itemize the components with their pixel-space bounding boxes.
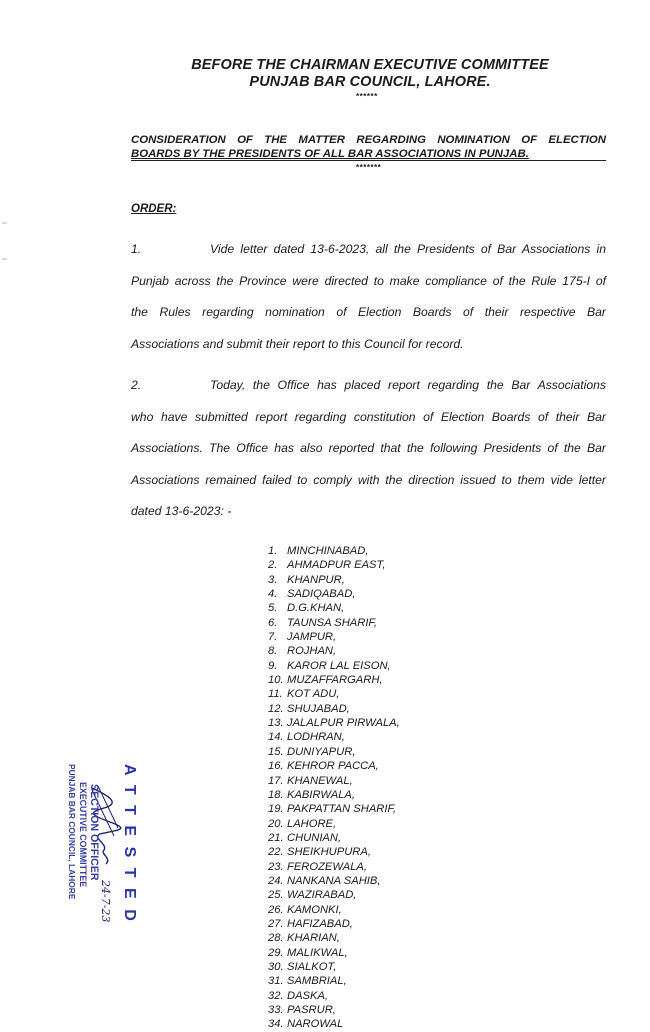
list-item <box>268 745 400 759</box>
list-item-name: SAMBRIAL, <box>287 975 347 988</box>
list-item <box>268 974 400 988</box>
list-item-name: DASKA, <box>287 989 329 1002</box>
list-item-number: 17. <box>268 774 284 787</box>
list-item-name: SHUJABAD, <box>287 702 350 715</box>
list-item-number: 7. <box>268 631 278 644</box>
paragraph-line: Vide letter dated 13-6-2023, all the Presidents of Bar Associations in <box>210 242 606 256</box>
list-item-name: NANKANA SAHIB, <box>287 874 381 887</box>
paragraph-line: the Rules regarding nomination of Election Boards of their respective Bar <box>131 305 606 319</box>
list-item-name: PASRUR, <box>287 1004 336 1016</box>
header-title: BEFORE THE CHAIRMAN EXECUTIVE COMMITTEE <box>191 57 549 73</box>
list-item <box>268 860 400 874</box>
paragraph-number: 2. <box>131 378 142 392</box>
list-item-number: 25. <box>268 889 284 902</box>
list-item-number: 4. <box>268 588 278 601</box>
paragraph-2 <box>131 370 606 528</box>
list-item <box>268 716 400 730</box>
list-item-name: KAROR LAL EISON, <box>287 659 391 672</box>
list-item-number: 33. <box>268 1004 284 1016</box>
list-item <box>268 1003 400 1017</box>
list-item-number: 3. <box>268 573 278 586</box>
signature-date: 24-7-23 <box>99 880 112 923</box>
list-item <box>268 845 400 859</box>
list-item-name: TAUNSA SHARIF, <box>287 616 377 629</box>
scan-edge-mark <box>2 222 7 224</box>
paragraph-line: dated 13-6-2023: - <box>131 504 232 518</box>
list-item-number: 28. <box>268 932 284 945</box>
list-item-number: 13. <box>268 717 284 730</box>
list-item-number: 15. <box>268 745 284 758</box>
list-item-name: SIALKOT, <box>287 960 337 973</box>
list-item-number: 26. <box>268 903 284 916</box>
header-subtitle: PUNJAB BAR COUNCIL, LAHORE. <box>249 74 491 90</box>
attested-stamp <box>52 764 138 944</box>
subject-line-2: BOARDS BY THE PRESIDENTS OF ALL BAR ASSOCIATIONS IN PUNJAB. <box>131 148 529 160</box>
paragraph-line: who have submitted report regarding constitution of Election Boards of their Bar <box>131 409 606 424</box>
scan-edge-mark <box>2 258 7 260</box>
list-item-name: ROJHAN, <box>287 645 337 658</box>
list-item-number: 11. <box>268 688 283 701</box>
list-item <box>268 903 400 917</box>
list-item-number: 18. <box>268 788 284 801</box>
list-item-number: 22. <box>268 846 284 859</box>
list-item-number: 12. <box>268 702 284 715</box>
list-item-name: WAZIRABAD, <box>287 889 357 902</box>
list-item <box>268 616 400 630</box>
list-item-number: 30. <box>268 960 284 973</box>
list-item <box>268 702 400 716</box>
list-item <box>268 587 400 601</box>
list-item-name: MALIKWAL, <box>287 946 348 959</box>
list-item <box>268 687 400 701</box>
list-item-name: FEROZEWALA, <box>287 860 367 873</box>
list-item <box>268 802 400 816</box>
list-item <box>268 888 400 902</box>
list-item-number: 34. <box>268 1018 284 1031</box>
list-item-name: CHUNIAN, <box>287 831 342 844</box>
list-item-name: DUNIYAPUR, <box>287 745 356 758</box>
list-item <box>268 1017 400 1031</box>
stamp-designation: SECTION OFFICER <box>88 784 100 881</box>
list-item-number: 24. <box>268 874 284 887</box>
list-item-name: KOT ADU, <box>287 688 340 701</box>
list-item-name: HAFIZABAD, <box>287 917 353 930</box>
list-item-name: KAMONKI, <box>287 903 342 916</box>
paragraph-line: Punjab across the Province were directed to make compliance of the Rule 175-I of <box>131 273 606 288</box>
list-item-number: 10. <box>268 674 284 687</box>
paragraph-1 <box>131 234 606 360</box>
list-item <box>268 601 400 615</box>
stamp-office: PUNJAB BAR COUNCIL, LAHORE <box>67 764 77 900</box>
list-item <box>268 946 400 960</box>
list-item <box>268 573 400 587</box>
paragraph-line: Associations. The Office has also reported that the following Presidents of the Bar <box>131 441 606 455</box>
list-item-number: 29. <box>268 946 284 959</box>
list-item <box>268 759 400 773</box>
order-heading: ORDER: <box>131 203 177 215</box>
list-item-number: 1. <box>268 545 278 557</box>
list-item <box>268 659 400 673</box>
paragraph-line: Associations remained failed to comply with the direction issued to them vide letter <box>131 472 606 487</box>
list-item-name: NAROWAL <box>287 1018 344 1031</box>
list-item-name: LODHRAN, <box>287 731 345 744</box>
list-item <box>268 960 400 974</box>
paragraph-line: Today, the Office has placed report regarding the Bar Associations <box>210 378 606 392</box>
list-item-name: MUZAFFARGARH, <box>287 674 383 687</box>
list-item-number: 20. <box>268 817 284 830</box>
list-item-name: KHANPUR, <box>287 573 345 586</box>
list-item <box>268 817 400 831</box>
subject-underline <box>131 160 606 161</box>
subject-line-1: CONSIDERATION OF THE MATTER REGARDING NOMINATION OF ELECTION <box>131 134 606 146</box>
list-item-name: JALALPUR PIRWALA, <box>287 717 400 730</box>
list-item-name: D.G.KHAN, <box>287 602 345 615</box>
paragraph-number: 1. <box>131 242 142 256</box>
list-item-name: SHEIKHUPURA, <box>287 846 371 859</box>
paragraph-line: Associations and submit their report to this Council for record. <box>131 336 464 351</box>
stamp-committee: EXECUTIVE COMMITTEE <box>78 782 88 888</box>
list-item <box>268 931 400 945</box>
list-item-number: 19. <box>268 803 284 816</box>
stamp-title: ATTESTED <box>121 764 138 932</box>
list-item-name: LAHORE, <box>287 817 337 830</box>
list-item-number: 14. <box>268 731 284 744</box>
list-item-name: AHMADPUR EAST, <box>287 559 386 572</box>
list-item <box>268 788 400 802</box>
list-item <box>268 874 400 888</box>
list-item-name: MINCHINABAD, <box>287 545 369 557</box>
list-item <box>268 673 400 687</box>
list-item-number: 31. <box>268 975 284 988</box>
list-item <box>268 544 400 558</box>
list-item-number: 32. <box>268 989 284 1002</box>
bar-associations-list <box>268 544 400 1032</box>
list-item <box>268 730 400 744</box>
list-item-number: 21. <box>268 831 284 844</box>
list-item-name: KABIRWALA, <box>287 788 355 801</box>
list-item-number: 27. <box>268 917 284 930</box>
list-item <box>268 644 400 658</box>
list-item-number: 2. <box>268 559 278 572</box>
list-item-number: 9. <box>268 659 278 672</box>
list-item-name: KHARIAN, <box>287 932 340 945</box>
list-item-name: PAKPATTAN SHARIF, <box>287 803 396 816</box>
list-item-number: 23. <box>268 860 284 873</box>
list-item-name: SADIQABAD, <box>287 588 356 601</box>
list-item <box>268 558 400 572</box>
subject-heading <box>131 133 606 161</box>
list-item <box>268 774 400 788</box>
header-separator: ****** <box>356 92 378 101</box>
list-item <box>268 989 400 1003</box>
list-item-number: 8. <box>268 645 278 658</box>
list-item-name: KEHROR PACCA, <box>287 760 379 773</box>
list-item-number: 16. <box>268 760 284 773</box>
list-item-number: 6. <box>268 616 278 629</box>
list-item <box>268 630 400 644</box>
list-item <box>268 917 400 931</box>
list-item-name: JAMPUR, <box>287 631 337 644</box>
list-item <box>268 831 400 845</box>
subject-separator: ******* <box>356 163 382 172</box>
list-item-number: 5. <box>268 602 278 615</box>
list-item-name: KHANEWAL, <box>287 774 353 787</box>
